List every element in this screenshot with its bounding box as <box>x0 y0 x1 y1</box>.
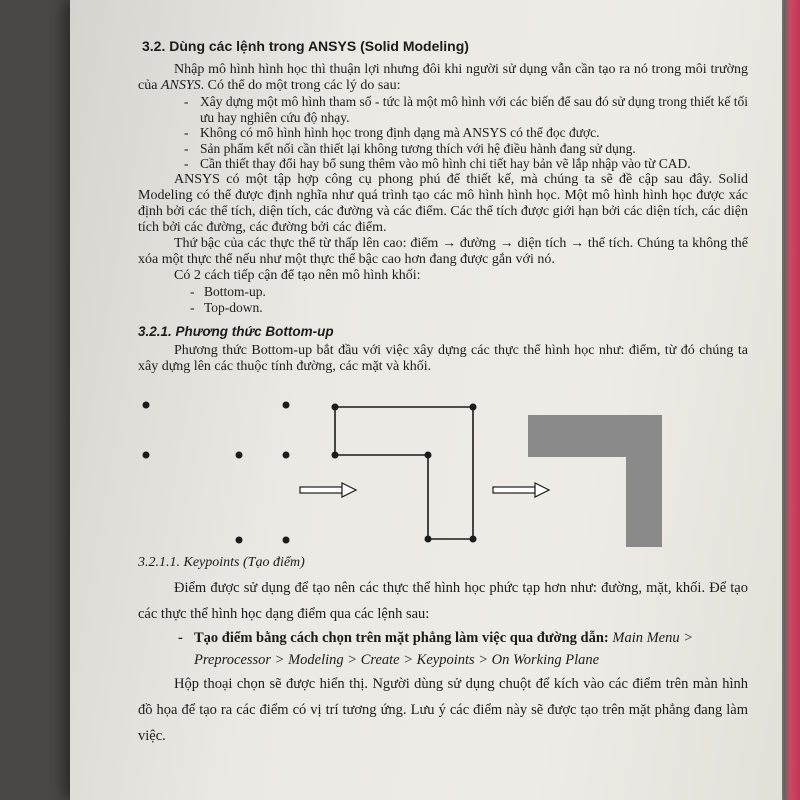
line-keypoint <box>425 451 432 458</box>
subsection-title: 3.2.1. Phương thức Bottom-up <box>138 323 334 339</box>
intro-paragraph <box>138 62 748 94</box>
reason-item: - Xây dựng một mô hình tham số - tức là một mô hình với các biến để sau đó sử dụng trong thiết kế tối ưu hay nghiên cứu độ nhạy. <box>184 94 749 125</box>
area-shape <box>528 415 662 547</box>
keypoint-dot <box>143 451 150 458</box>
line-keypoint <box>332 403 339 410</box>
arrow-2 <box>493 483 549 497</box>
reason-item: - Cần thiết thay đổi hay bổ sung thêm vào mô hình chi tiết hay bản vẽ lắp nhập vào từ CAD. <box>184 156 691 171</box>
line-keypoint <box>425 535 432 542</box>
keypoints-section <box>138 555 748 749</box>
subsection-paragraph: Phương thức Bottom-up bắt đầu với việc xây dựng các thực thể hình học như: điểm, từ đó chúng ta xây dựng lên các thuộc tính đường, các mặt và khối. <box>138 342 748 374</box>
line-keypoint <box>332 451 339 458</box>
line-keypoint <box>470 403 477 410</box>
line-keypoint <box>470 535 477 542</box>
approach-item: - Bottom-up. <box>190 283 266 299</box>
keypoints-title: 3.2.1.1. Keypoints (Tạo điểm) <box>138 554 305 570</box>
diagram-svg <box>138 379 748 551</box>
book-page <box>70 0 782 800</box>
intro-italic: ANSYS <box>160 78 201 93</box>
arrow-1 <box>300 483 356 497</box>
keypoints-dots <box>143 401 290 543</box>
intro-text: Nhập mô hình hình học thì thuận lợi nhưng đôi khi người sử dụng vẫn cần tạo ra nó trong môi trường của <box>138 62 748 93</box>
reason-item: - Sản phẩm kết nối cần thiết lại không tương thích với hệ điều hành đang sử dụng. <box>184 140 636 156</box>
keypoint-dot <box>283 451 290 458</box>
reason-item: - Không có mô hình hình học trong định dạng mà ANSYS có thể đọc được. <box>184 125 600 140</box>
keypoint-dot <box>236 451 243 458</box>
keypoint-dot <box>283 536 290 543</box>
intro-text-end: . Có thể do một trong các lý do sau: <box>200 78 401 93</box>
command-label: Tạo điểm bằng cách chọn trên mặt phẳng làm việc qua đường dẫn: <box>194 629 609 646</box>
keypoint-dot <box>236 536 243 543</box>
page-content <box>138 38 748 749</box>
lines-shape <box>332 403 477 542</box>
paragraph-tools: ANSYS có một tập hợp công cụ phong phú để thiết kế, mà chúng ta sẽ đề cập sau đây. Solid Modeling có thể được định nghĩa như quá trình tạo các mô hình hình học. Một mô hình hình học được xác định bởi các thể tích, diện tích, các đường và các điểm. Các thể tích được giới hạn bởi các diện tích, các diện tích bởi các đường, các đường bởi các điểm. <box>138 171 748 235</box>
keypoints-paragraph: Điểm được sử dụng để tạo nên các thực thể hình học phức tạp hơn như: đường, mặt, khối. Để tạo các thực thể hình học dạng điểm qua các lệnh sau: <box>138 579 748 622</box>
command-path: Main Menu > Preprocessor > Modeling > Create > Keypoints > On Working Plane <box>194 629 694 668</box>
paragraph-hierarchy: Thứ bậc của các thực thể từ thấp lên cao: điểm → đường → diện tích → thể tích. Chúng ta không thể xóa một thực thể nếu như một thực thể bậc cao hơn đang được gắn với nó. <box>138 235 748 267</box>
bottom-up-diagram <box>138 379 748 551</box>
keypoint-dot <box>283 401 290 408</box>
keypoints-note: Hộp thoại chọn sẽ được hiển thị. Người dùng sử dụng chuột để kích vào các điểm trên màn hình đồ họa để tạo ra các điểm có vị trí tương ứng. Lưu ý các điểm này sẽ được tạo trên mặt phẳng đang làm việc. <box>138 675 748 744</box>
approach-item: - Top-down. <box>190 299 263 315</box>
keypoint-dot <box>143 401 150 408</box>
keypoints-command: - Tạo điểm bằng cách chọn trên mặt phẳng làm việc qua đường dẫn: Main Menu > Preprocessor > Modeling > Create > Keypoints > On Working Plane <box>178 629 694 668</box>
paragraph-approaches: Có 2 cách tiếp cận để tạo nên mô hình khối: <box>174 267 421 283</box>
section-title: 3.2. Dùng các lệnh trong ANSYS (Solid Modeling) <box>142 38 469 54</box>
